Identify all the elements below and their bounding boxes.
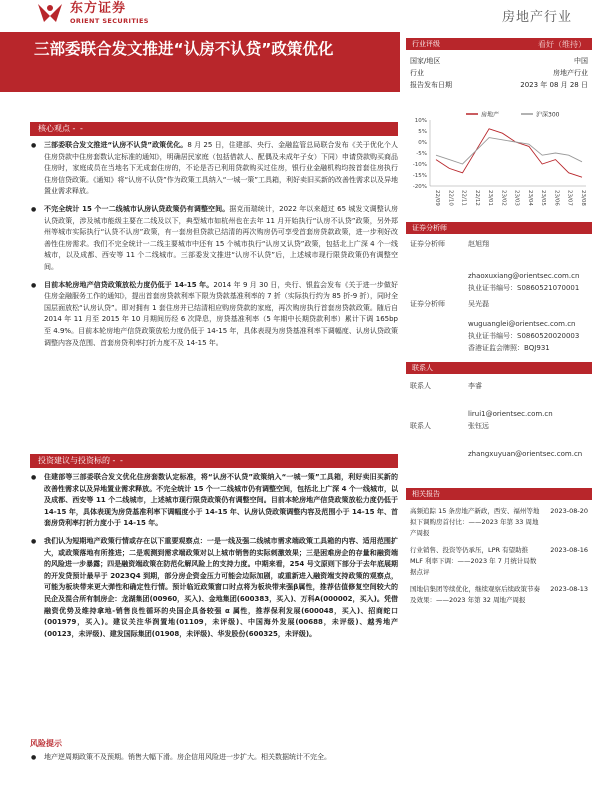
y-tick-label: -15% (412, 173, 427, 179)
contact-name: 张钰远 (468, 422, 489, 430)
contact-header: 联系人 (406, 362, 592, 374)
rating-panel (406, 38, 592, 91)
contact-email[interactable]: zhangxuyuan@orientsec.com.cn (468, 450, 583, 458)
analyst-name: 赵旭翔 (468, 240, 489, 248)
related-header: 相关报告 (406, 488, 592, 500)
core-view-body (30, 140, 398, 355)
contact-block (406, 380, 592, 460)
rating-header-label: 行业评级 (412, 40, 440, 48)
x-tick-label: 23/02 (500, 190, 507, 206)
legend-label: 沪深300 (536, 111, 560, 119)
logo-mark-icon (36, 2, 64, 24)
core-bullet: ● 目前本轮房地产信贷政策放松力度仍低于 14-15 年。2014 年 9 月 30 日，央行、银监会发布《关于进一步做好住房金融服务工作的通知》，提出首套房贷款利率下限为贷款基准利率的 7 折（实际执行约为 85 折-9 折），同时全国层面放松“认房认贷”。即对拥有 1 套住房并已结清相应购房贷款的家庭，再次购房执行首套房贷款政策。随后自 2014 年 11 月至 2015 年 10 月期间历经 6 次降息，房贷基准利率（5 年期中长期贷款利率）累计下调 165bp 至 4.9%。目前本轮房地产信贷政策放松力度仍低于 14-15 年，具体表现为房贷基准利率下调幅度、认房认贷政策调整内容及范围、首套房贷利率打折力度不及 14-15 年。 (30, 280, 398, 350)
y-tick-label: 5% (418, 129, 427, 135)
title-banner (0, 32, 400, 92)
section-core-view-header: 核心观点 - - (30, 122, 398, 136)
analyst-block (406, 238, 592, 354)
core-bullet: ● 不完全统计 15 个一二线城市认房认贷政策仍有调整空间。据克而瑞统计，2022 年以来超过 65 城发文调整认房认贷政策，涉及城市能级主要在二线及以下，典型城市如杭州也在去年 11 月开始执行“认房不认贷”政策，另外郑州等城市实际执行“认贷不认房”政策，有一套房但贷款已结清的再次购房仍可享受首套房贷款政策，进一步利好改善性住房需求。我们不完全统计一二线主要城市中还有 15 个城市执行“认房又认贷”政策，包括北上广深 4 个一线城市，以及成都、西安等 11 个二线城市。三部委发文推进“认房不认贷”后，上述城市现行限贷政策仍有调整空间。 (30, 204, 398, 274)
y-tick-label: -5% (416, 151, 427, 157)
performance-chart (406, 108, 592, 213)
section-investment-header: 投资建议与投资标的 - - (30, 454, 398, 468)
contact-role: 联系人 (410, 382, 431, 390)
contact-email[interactable]: lirui1@orientsec.com.cn (468, 410, 553, 418)
risk-bullet: ● 地产逆周期政策不及预期。销售大幅下滑。房企信用风险进一步扩大。相关数据统计不完全。 (30, 752, 398, 764)
y-tick-label: 10% (414, 118, 427, 124)
analyst-role: 证券分析师 (410, 240, 445, 248)
rating-header (406, 38, 592, 50)
contact-name: 李睿 (468, 382, 482, 390)
investment-bullet: ● 住建部等三部委联合发文优化住房套数认定标准，将“认房不认贷”政策纳入“一城一策”工具箱，利好卖旧买新的改善性需求以及异地置业需求释放。不完全统计 15 个一二线城市仍有调整空间，包括北上广深 4 个一线城市，以及成都、西安等 11 个二线城市，上述城市现行限贷政策仍有调整空间。目前本轮房地产信贷政策放松力度仍低于 14-15 年，具体表现为房贷基准利率下调幅度小于 14-15 年、认房认贷政策调整内容及范围小于 14-15 年、首套房贷利率打折力度小于 14-15 年。 (30, 472, 398, 530)
y-tick-label: 0% (418, 140, 427, 146)
rating-value: 看好（维持） (538, 39, 586, 49)
analyst-cert: 执业证书编号：S0860520020003 (468, 332, 580, 340)
related-report-item[interactable]: 国地信集团等续优化，继续观察后续政策节奏及效果：——2023 年第 32 周地产周报 2023-08-13 (410, 585, 588, 604)
analyst-name: 吴光磊 (468, 300, 489, 308)
legend-label: 房地产 (481, 111, 500, 119)
section-risk-header: 风险提示 (30, 739, 62, 748)
y-tick-label: -20% (412, 184, 427, 190)
x-tick-label: 23/07 (566, 190, 573, 206)
investment-bullet: ● 我们认为短期地产政策行情或存在以下重要观察点：一是一线及强二线城市需求端政策工具箱的内容、适用范围扩大，或政策落地有所推进；二是观测到需求端政策对以上城市销售的实际刺激效果；三是困难房企的存量和融资端的风险进一步暴露；四是融资端政策在防范化解风险上的支持力度。中期来看，254 号文原则下部分于去年底展期的开发贷预计最早于 2023Q4 到期，部分房企资金压力可能会边际加剧，或重新进入融资端支持政策的观察点，可能为板块带来更大弹性和确定性行情。预计临近政策窗口时点将为板块带来强β属性，推荐估值修复空间较大的民企及混合所有制房企：龙湖集团(00960，买入)、金地集团(600383，买入)、万科A(000002，买入)。凭借融资优势及维持拿地-销售良性循环的央国企具备较强 α 属性，推荐保利发展(600048，买入)、招商蛇口(001979，买入)。建议关注华润置地(01109，未评级)、中国海外发展(00688，未评级)、越秀地产(00123，未评级)、建发国际集团(01908，未评级)、华发股份(600325，未评级)。 (30, 536, 398, 640)
investment-body (30, 472, 398, 646)
x-tick-label: 23/03 (513, 190, 520, 206)
contact-role: 联系人 (410, 422, 431, 430)
series-line (436, 129, 582, 177)
analyst-email[interactable]: zhaoxuxiang@orientsec.com.cn (468, 272, 580, 280)
analyst-header: 证券分析师 (406, 222, 592, 234)
x-tick-label: 22/09 (434, 190, 440, 206)
x-tick-label: 22/12 (473, 190, 480, 206)
x-tick-label: 23/05 (540, 190, 547, 206)
x-tick-label: 23/08 (580, 190, 586, 206)
logo-text-cn: 东方证券 (70, 1, 127, 16)
x-tick-label: 22/10 (447, 190, 454, 206)
related-report-item[interactable]: 行业销售、投资等仍承压，LPR 有望助推 MLF 利率下调：——2023 年 7 月统计局数据点评 2023-08-16 (410, 546, 588, 576)
risk-body (30, 752, 398, 770)
analyst-license: 香港证监会牌照：BQJ931 (468, 344, 550, 352)
x-tick-label: 22/11 (460, 190, 467, 206)
x-tick-label: 23/04 (526, 190, 533, 206)
analyst-role: 证券分析师 (410, 300, 445, 308)
info-row: 国家/地区 中国 (410, 57, 588, 65)
series-line (436, 138, 582, 164)
logo-text-en: ORIENT SECURITIES (70, 17, 149, 25)
x-tick-label: 23/01 (487, 190, 494, 206)
info-row: 行业 房地产行业 (410, 69, 588, 77)
related-report-item[interactable]: 高频追踪 15 条房地产新政，西安、福州等地拟下调购房首付比：——2023 年第 33 周地产周报 2023-08-20 (410, 507, 588, 537)
related-reports (406, 504, 592, 610)
analyst-email[interactable]: wuguanglei@orientsec.com.cn (468, 320, 576, 328)
core-bullet: ● 三部委联合发文推进“认房不认贷”政策优化。8 月 25 日，住建部、央行、金融监管总局联合发布《关于优化个人住房贷款中住房套数认定标准的通知》，明确居民家庭（包括借款人、配偶及未成年子女）下同）申请贷款购买商品住房时，家庭成员在当地名下无成套住房的，不论是否已利用贷款购买过住房，银行业金融机构均按首套住房执行住房信贷政策。《通知》将“认房不认贷”作为政策工具纳入“一城一策”工具箱，利好卖旧买新的改善性需求以及异地置业需求释放。 (30, 140, 398, 198)
x-tick-label: 23/06 (553, 190, 560, 206)
sector-label: 房地产行业 (501, 10, 572, 25)
info-row: 报告发布日期 2023 年 08 月 28 日 (410, 81, 588, 89)
company-logo (36, 2, 149, 25)
y-tick-label: -10% (412, 162, 427, 168)
analyst-cert: 执业证书编号：S0860521070001 (468, 284, 580, 292)
performance-chart-svg (406, 108, 592, 213)
report-title: 三部委联合发文推进“认房不认贷”政策优化 (34, 40, 334, 58)
